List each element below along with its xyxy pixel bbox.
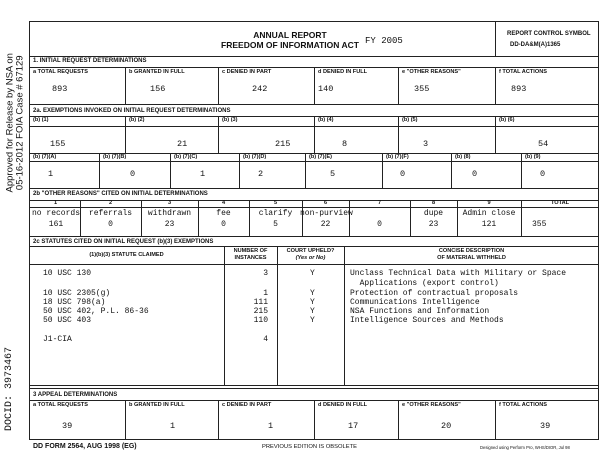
reason-col-total: TOTAL bbox=[550, 200, 570, 206]
s1-total-actions-value: 893 bbox=[511, 84, 527, 94]
statute-3-instances: 111 bbox=[253, 298, 268, 307]
reason-1-value: 161 bbox=[48, 220, 64, 229]
fiscal-year: FY 2005 bbox=[365, 36, 403, 46]
statute-4-instances: 215 bbox=[253, 307, 268, 316]
statute-6-instances: 4 bbox=[263, 335, 268, 344]
description-1: Unclass Technical Data with Military or Space bbox=[350, 269, 567, 278]
reason-col-9: 9 bbox=[487, 200, 491, 206]
ex-b3-value: 215 bbox=[275, 139, 291, 149]
description-3: Protection of contractual proposals bbox=[350, 289, 519, 298]
docid-label: DOCID: bbox=[4, 395, 15, 432]
description-4: Communications Intelligence bbox=[350, 298, 480, 307]
reason-2-name: referrals bbox=[88, 209, 133, 218]
reason-total-value: 355 bbox=[532, 220, 547, 229]
reason-8-name: dupe bbox=[423, 209, 444, 218]
reason-4-name: fee bbox=[216, 209, 231, 218]
s1-denied-part-value: 242 bbox=[252, 84, 268, 94]
ex-b1-label: (b) (1) bbox=[33, 117, 49, 123]
statute-4-upheld: Y bbox=[310, 307, 315, 316]
release-stamp bbox=[2, 30, 24, 230]
s1-denied-full-value: 140 bbox=[318, 84, 334, 94]
control-symbol-value: DD-DA&M(A)1365 bbox=[510, 42, 561, 48]
ex-b7f-label: (b) (7)(F) bbox=[386, 154, 409, 160]
ex-b3-label: (b) (3) bbox=[222, 117, 238, 123]
ex-b9-label: (b) (9) bbox=[525, 154, 541, 160]
section2a-title: 2a. EXEMPTIONS INVOKED ON INITIAL REQUEST DETERMINATIONS bbox=[33, 108, 231, 114]
statute-5-instances: 110 bbox=[253, 316, 268, 325]
reason-7-value: 0 bbox=[377, 220, 382, 229]
obsolete-notice: PREVIOUS EDITION IS OBSOLETE bbox=[262, 444, 358, 450]
release-line-1: Approved for Release by NSA on bbox=[4, 53, 16, 193]
s3-total-actions-label: f TOTAL ACTIONS bbox=[499, 402, 547, 408]
control-symbol-label: REPORT CONTROL SYMBOL bbox=[507, 31, 591, 37]
statute-1: 10 USC 130 bbox=[43, 269, 92, 278]
statute-2-instances: 1 bbox=[263, 289, 268, 298]
docid-stamp bbox=[2, 340, 22, 450]
s3-denied-part-label: c DENIED IN PART bbox=[222, 402, 272, 408]
reason-col-5: 5 bbox=[273, 200, 278, 206]
reason-9-name: Admin close bbox=[462, 209, 516, 218]
reason-6-value: 22 bbox=[320, 220, 331, 229]
s3-granted-value: 1 bbox=[170, 421, 176, 431]
reason-col-4: 4 bbox=[221, 200, 226, 206]
statute-5-upheld: Y bbox=[310, 316, 315, 325]
ex-b5-label: (b) (5) bbox=[402, 117, 418, 123]
description-6: Intelligence Sources and Methods bbox=[350, 316, 504, 325]
ex-b4-value: 8 bbox=[342, 139, 348, 149]
desc-col-header-1: CONCISE DESCRIPTION bbox=[438, 248, 505, 254]
reason-4-value: 0 bbox=[221, 220, 226, 229]
s3-granted-label: b GRANTED IN FULL bbox=[129, 402, 185, 408]
ex-b6-value: 54 bbox=[538, 139, 549, 149]
s1-total-requests-value: 893 bbox=[52, 84, 68, 94]
instances-col-header-1: NUMBER OF bbox=[233, 248, 268, 254]
description-5: NSA Functions and Information bbox=[350, 307, 490, 316]
ex-b7c-label: (b) (7)(C) bbox=[174, 154, 198, 160]
report-title-line1: ANNUAL REPORT bbox=[253, 30, 327, 40]
statute-2-upheld: Y bbox=[310, 289, 315, 298]
reason-5-value: 5 bbox=[273, 220, 278, 229]
ex-b7e-value: 5 bbox=[330, 169, 336, 179]
statute-1-upheld: Y bbox=[310, 269, 315, 278]
release-line-2: 05-16-2012 FOIA Case # 67129 bbox=[14, 55, 26, 191]
ex-b1-value: 155 bbox=[50, 139, 66, 149]
ex-b5-value: 3 bbox=[423, 139, 429, 149]
s3-total-requests-value: 39 bbox=[62, 421, 73, 431]
ex-b8-label: (b) (8) bbox=[455, 154, 471, 160]
s1-total-actions-label: f TOTAL ACTIONS bbox=[499, 69, 547, 75]
section1-title: 1. INITIAL REQUEST DETERMINATIONS bbox=[33, 58, 147, 64]
s1-other-reasons-value: 355 bbox=[414, 84, 430, 94]
form-id: DD FORM 2564, AUG 1998 (EG) bbox=[33, 443, 137, 450]
reason-col-8: 8 bbox=[431, 200, 436, 206]
ex-b7d-value: 2 bbox=[258, 169, 264, 179]
instances-col-header-2: INSTANCES bbox=[234, 255, 267, 261]
s3-other-reasons-label: e "OTHER REASONS" bbox=[402, 402, 461, 408]
s1-denied-full-label: d DENIED IN FULL bbox=[318, 69, 368, 75]
statute-3-upheld: Y bbox=[310, 298, 315, 307]
section2c-title: 2c STATUTES CITED ON INITIAL REQUEST (b)(3) EXEMPTIONS bbox=[33, 239, 214, 245]
statute-3: 18 USC 798(a) bbox=[43, 298, 106, 307]
statute-col-header: (1)(b)(3) STATUTE CLAIMED bbox=[89, 252, 164, 258]
statute-5: 50 USC 403 bbox=[43, 316, 92, 325]
statute-1-instances: 3 bbox=[263, 269, 268, 278]
reason-3-name: withdrawn bbox=[147, 209, 192, 218]
s1-other-reasons-label: e "OTHER REASONS" bbox=[402, 69, 461, 75]
statute-2: 10 USC 2305(g) bbox=[43, 289, 111, 298]
s1-total-requests-label: a TOTAL REQUESTS bbox=[33, 69, 89, 75]
reason-6-name: non-purview bbox=[300, 209, 353, 218]
report-title-line2: FREEDOM OF INFORMATION ACT bbox=[221, 40, 359, 50]
section2b-title: 2b "OTHER REASONS" CITED ON INITIAL DETERMINATIONS bbox=[33, 191, 208, 197]
s1-granted-value: 156 bbox=[150, 84, 166, 94]
reason-1-name: no records bbox=[31, 209, 80, 218]
docid-number: 3973467 bbox=[4, 346, 15, 389]
court-col-header-2: (Yes or No) bbox=[295, 255, 326, 261]
ex-b7a-value: 1 bbox=[48, 169, 54, 179]
reason-col-7: 7 bbox=[377, 200, 382, 206]
designer-credit: Designed using Perform Pro, WHS/DIOR, Jul 98 bbox=[480, 445, 570, 450]
ex-b7b-value: 0 bbox=[130, 169, 136, 179]
s3-total-actions-value: 39 bbox=[540, 421, 551, 431]
ex-b7e-label: (b) (7)(E) bbox=[309, 154, 332, 160]
ex-b8-value: 0 bbox=[472, 169, 478, 179]
ex-b7b-label: (b) (7)(B) bbox=[103, 154, 127, 160]
ex-b7d-label: (b) (7)(D) bbox=[243, 154, 267, 160]
ex-b7c-value: 1 bbox=[200, 169, 206, 179]
docid-text bbox=[5, 339, 15, 439]
ex-b2-value: 21 bbox=[177, 139, 188, 149]
ex-b7a-label: (b) (7)(A) bbox=[33, 154, 57, 160]
court-col-header-1: COURT UPHELD? bbox=[286, 248, 335, 254]
section3-title: 3 APPEAL DETERMINATIONS bbox=[33, 392, 118, 398]
reason-8-value: 23 bbox=[428, 220, 439, 229]
ex-b6-label: (b) (6) bbox=[499, 117, 515, 123]
reason-9-value: 121 bbox=[481, 220, 497, 229]
ex-b2-label: (b) (2) bbox=[129, 117, 145, 123]
s3-other-reasons-value: 20 bbox=[441, 421, 452, 431]
s1-denied-part-label: c DENIED IN PART bbox=[222, 69, 272, 75]
reason-col-2: 2 bbox=[108, 200, 113, 206]
s1-granted-label: b GRANTED IN FULL bbox=[129, 69, 185, 75]
desc-col-header-2: OF MATERIAL WITHHELD bbox=[437, 255, 506, 261]
ex-b7f-value: 0 bbox=[400, 169, 406, 179]
s3-denied-full-label: d DENIED IN FULL bbox=[318, 402, 368, 408]
reason-2-value: 0 bbox=[108, 220, 113, 229]
s3-denied-part-value: 1 bbox=[268, 421, 274, 431]
reason-col-3: 3 bbox=[167, 200, 172, 206]
ex-b9-value: 0 bbox=[540, 169, 546, 179]
reason-3-value: 23 bbox=[164, 220, 175, 229]
description-2: Applications (export control) bbox=[350, 279, 499, 288]
ex-b4-label: (b) (4) bbox=[318, 117, 334, 123]
s3-denied-full-value: 17 bbox=[348, 421, 359, 431]
reason-col-1: 1 bbox=[53, 200, 58, 206]
statute-6: J1-CIA bbox=[43, 335, 72, 344]
statute-4: 50 USC 402, P.L. 86-36 bbox=[43, 307, 149, 316]
s3-total-requests-label: a TOTAL REQUESTS bbox=[33, 402, 89, 408]
reason-5-name: clarify bbox=[258, 209, 293, 218]
reason-col-6: 6 bbox=[323, 200, 328, 206]
